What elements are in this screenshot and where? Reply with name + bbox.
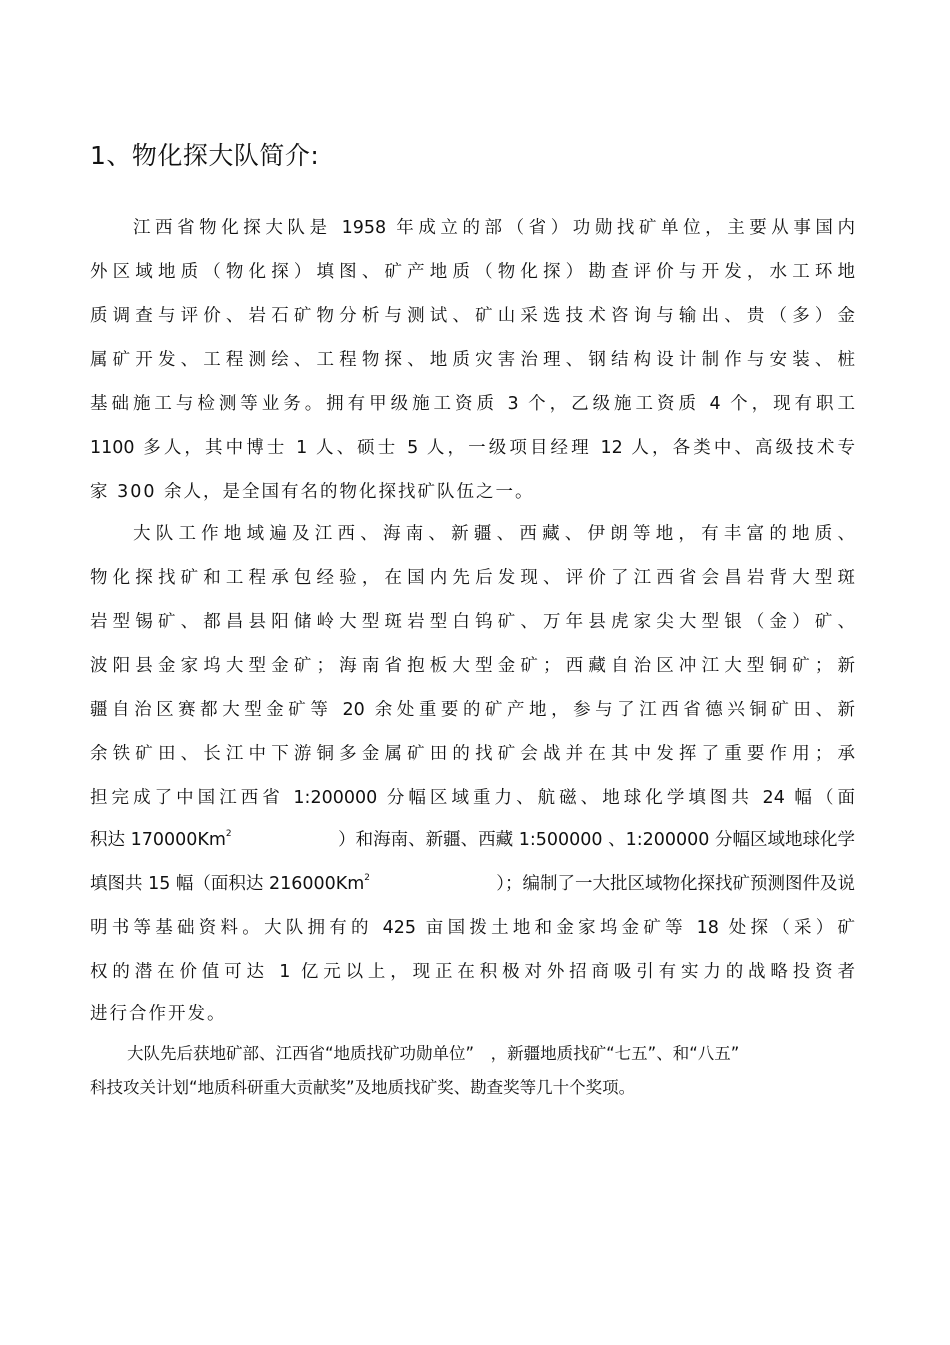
line-segment: ）；编制了一大批区域物化探找矿预测图件及说 (496, 874, 855, 894)
paragraph-line: 外区域地质（物化探）填图、矿产地质（物化探）勘查评价与开发，水工环地 (90, 262, 855, 282)
paragraph-line: 基础施工与检测等业务。拥有甲级施工资质 3 个，乙级施工资质 4 个，现有职工 (90, 394, 855, 414)
paragraph-line (90, 872, 855, 896)
section-heading: 1、物化探大队简介: (90, 141, 320, 170)
paragraph-line: 江西省物化探大队是 1958 年成立的部（省）功勋找矿单位，主要从事国内 (133, 218, 855, 238)
paragraph-line: 余铁矿田、长江中下游铜多金属矿田的找矿会战并在其中发挥了重要作用；承 (90, 744, 855, 764)
superscript: 2 (225, 829, 232, 839)
line-segment: ）和海南、新疆、西藏 1:500000 、1:200000 分幅区域地球化学 (338, 830, 855, 850)
area-value: 积达 170000Km (90, 830, 226, 850)
paragraph-line: 岩型锡矿、都昌县阳储岭大型斑岩型白钨矿、万年县虎家尖大型银（金）矿、 (90, 612, 855, 632)
paragraph-line: 波阳县金家坞大型金矿；海南省抱板大型金矿；西藏自治区冲江大型铜矿；新 (90, 656, 855, 676)
paragraph-line: 质调查与评价、岩石矿物分析与测试、矿山采选技术咨询与输出、贵（多）金 (90, 306, 855, 326)
paragraph-line: 家 300 余人，是全国有名的物化探找矿队伍之一。 (90, 482, 535, 502)
superscript: 2 (364, 873, 371, 883)
paragraph-line: 大队工作地域遍及江西、海南、新疆、西藏、伊朗等地，有丰富的地质、 (133, 524, 855, 544)
paragraph-line: 担完成了中国江西省 1:200000 分幅区域重力、航磁、地球化学填图共 24 幅（面 (90, 788, 855, 808)
paragraph-line: 科技攻关计划“地质科研重大贡献奖”及地质找矿奖、勘查奖等几十个奖项。 (90, 1078, 636, 1097)
area-value: 填图共 15 幅（面积达 216000Km (90, 874, 365, 894)
paragraph-line: 进行合作开发。 (90, 1004, 227, 1024)
paragraph-line: 属矿开发、工程测绘、工程物探、地质灾害治理、钢结构设计制作与安装、桩 (90, 350, 855, 370)
paragraph-line: 明书等基础资料。大队拥有的 425 亩国拨土地和金家坞金矿等 18 处探（采）矿 (90, 918, 855, 938)
paragraph-line: 权的潜在价值可达 1 亿元以上，现正在积极对外招商吸引有实力的战略投资者 (90, 962, 855, 982)
paragraph-line: 物化探找矿和工程承包经验，在国内先后发现、评价了江西省会昌岩背大型斑 (90, 568, 855, 588)
paragraph-line (90, 828, 855, 852)
line-segment (90, 872, 370, 896)
paragraph-line: 1100 多人，其中博士 1 人、硕士 5 人，一级项目经理 12 人，各类中、高级技术专 (90, 438, 855, 458)
paragraph-line: 大队先后获地矿部、江西省“地质找矿功勋单位” ，新疆地质找矿“七五”、和“八五” (127, 1044, 740, 1063)
line-segment (90, 828, 232, 852)
paragraph-line: 疆自治区赛都大型金矿等 20 余处重要的矿产地，参与了江西省德兴铜矿田、新 (90, 700, 855, 720)
